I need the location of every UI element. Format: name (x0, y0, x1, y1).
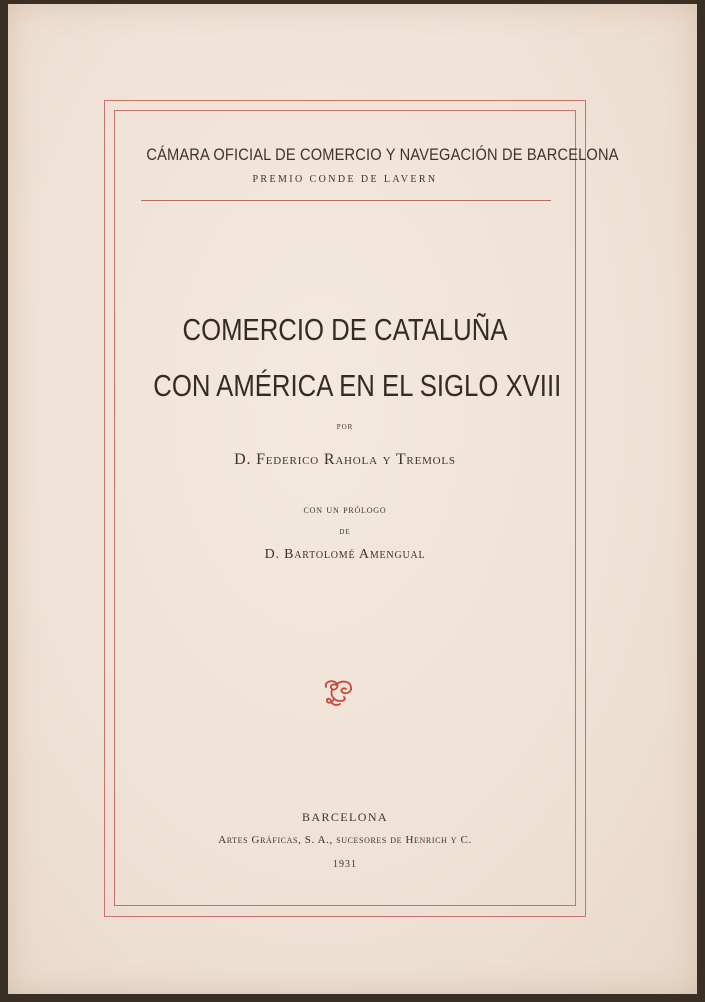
title-line-2: CON AMÉRICA EN EL SIGLO XVIII (153, 368, 562, 403)
prologue-de-label: DE (339, 528, 351, 536)
header-rule (141, 200, 551, 201)
printer-mark-icon (320, 677, 360, 709)
institution-name: CÁMARA OFICIAL DE COMERCIO Y NAVEGACIÓN DE BARCELONA (146, 145, 619, 164)
printer-name: Artes Gráficas, S. A., sucesores de Henrich y C. (218, 834, 472, 846)
by-label: POR (336, 423, 354, 431)
book-cover-page (8, 4, 697, 994)
title-line-1: COMERCIO DE CATALUÑA (182, 312, 508, 347)
prize-name: PREMIO CONDE DE LAVERN (252, 174, 438, 185)
author-name: D. Federico Rahola y Tremols (234, 451, 456, 468)
prologue-intro: con un prólogo (303, 504, 387, 516)
publication-city: BARCELONA (302, 810, 388, 824)
prologue-author-name: D. Bartolomé Amengual (264, 547, 426, 562)
publication-year: 1931 (333, 859, 357, 870)
